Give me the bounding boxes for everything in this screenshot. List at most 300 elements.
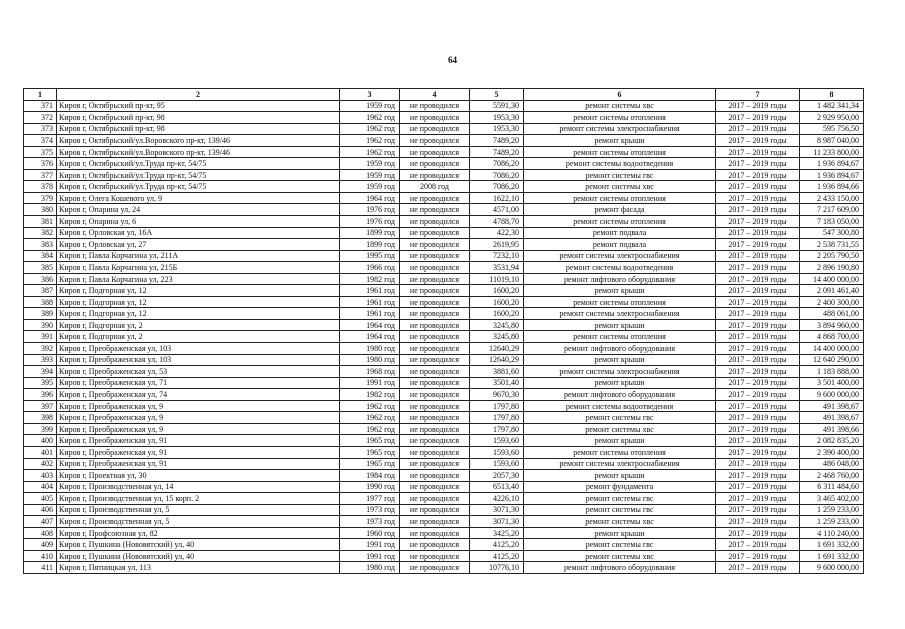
table-header-row xyxy=(24,89,864,101)
cell-row-number: 375 xyxy=(24,146,57,158)
table-row xyxy=(24,100,864,112)
cell-cost: 4 110 240,00 xyxy=(800,527,864,539)
cell-work-type: ремонт фундамента xyxy=(524,481,716,493)
cell-address: Киров г, Преображенская ул, 53 xyxy=(57,366,340,378)
cell-build-year: 1964 год xyxy=(340,331,400,343)
table-row xyxy=(24,273,864,285)
cell-row-number: 377 xyxy=(24,169,57,181)
cell-last-repair-year: не проводился xyxy=(400,227,470,239)
table-row xyxy=(24,112,864,124)
cell-build-year: 1965 год xyxy=(340,435,400,447)
cell-address: Киров г, Павла Корчагина ул, 211А xyxy=(57,250,340,262)
table-row xyxy=(24,400,864,412)
cell-address: Киров г, Производственная ул, 5 xyxy=(57,504,340,516)
cell-work-type: ремонт крыши xyxy=(524,377,716,389)
cell-address: Киров г, Павла Корчагина ул, 215Б xyxy=(57,262,340,274)
cell-row-number: 395 xyxy=(24,377,57,389)
table-row xyxy=(24,319,864,331)
column-header-cost: 8 xyxy=(800,89,864,101)
cell-address: Киров г, Преображенская ул, 9 xyxy=(57,423,340,435)
cell-work-type: ремонт системы отопления xyxy=(524,146,716,158)
cell-build-year: 1965 год xyxy=(340,458,400,470)
cell-period: 2017 – 2019 годы xyxy=(716,262,800,274)
cell-work-type: ремонт крыши xyxy=(524,354,716,366)
cell-period: 2017 – 2019 годы xyxy=(716,470,800,482)
cell-period: 2017 – 2019 годы xyxy=(716,239,800,251)
cell-row-number: 382 xyxy=(24,227,57,239)
cell-period: 2017 – 2019 годы xyxy=(716,481,800,493)
cell-build-year: 1960 год xyxy=(340,527,400,539)
cell-last-repair-year: не проводился xyxy=(400,296,470,308)
cell-build-year: 1961 год xyxy=(340,285,400,297)
cell-area: 1797,80 xyxy=(470,412,524,424)
cell-area: 3245,80 xyxy=(470,331,524,343)
cell-last-repair-year: не проводился xyxy=(400,146,470,158)
cell-cost: 1 482 341,34 xyxy=(800,100,864,112)
cell-work-type: ремонт системы электроснабжения xyxy=(524,250,716,262)
table-row xyxy=(24,516,864,528)
cell-period: 2017 – 2019 годы xyxy=(716,123,800,135)
table-row xyxy=(24,169,864,181)
cell-build-year: 1964 год xyxy=(340,192,400,204)
cell-build-year: 1991 год xyxy=(340,550,400,562)
cell-area: 1797,80 xyxy=(470,423,524,435)
page-number: 64 xyxy=(448,55,457,65)
cell-cost: 1 259 233,00 xyxy=(800,516,864,528)
cell-last-repair-year: не проводился xyxy=(400,250,470,262)
cell-address: Киров г, Пушкина (Нововятский) ул, 40 xyxy=(57,539,340,551)
cell-work-type: ремонт системы водоотведения xyxy=(524,158,716,170)
cell-period: 2017 – 2019 годы xyxy=(716,423,800,435)
cell-cost: 2 091 461,40 xyxy=(800,285,864,297)
cell-row-number: 373 xyxy=(24,123,57,135)
cell-cost: 491 398,67 xyxy=(800,412,864,424)
cell-row-number: 376 xyxy=(24,158,57,170)
cell-address: Киров г, Подгорная ул, 2 xyxy=(57,319,340,331)
cell-row-number: 405 xyxy=(24,493,57,505)
cell-cost: 3 894 960,00 xyxy=(800,319,864,331)
cell-address: Киров г, Подгорная ул, 2 xyxy=(57,331,340,343)
cell-work-type: ремонт системы электроснабжения xyxy=(524,458,716,470)
table-row xyxy=(24,204,864,216)
table-row xyxy=(24,550,864,562)
cell-row-number: 389 xyxy=(24,308,57,320)
cell-row-number: 391 xyxy=(24,331,57,343)
cell-cost: 547 300,80 xyxy=(800,227,864,239)
cell-cost: 491 398,67 xyxy=(800,400,864,412)
cell-row-number: 390 xyxy=(24,319,57,331)
cell-build-year: 1959 год xyxy=(340,169,400,181)
cell-area: 1600,20 xyxy=(470,285,524,297)
cell-work-type: ремонт системы гвс xyxy=(524,169,716,181)
cell-area: 4125,20 xyxy=(470,539,524,551)
cell-build-year: 1980 год xyxy=(340,562,400,574)
table-row xyxy=(24,562,864,574)
cell-cost: 488 061,00 xyxy=(800,308,864,320)
cell-period: 2017 – 2019 годы xyxy=(716,354,800,366)
cell-period: 2017 – 2019 годы xyxy=(716,435,800,447)
cell-work-type: ремонт системы гвс xyxy=(524,539,716,551)
cell-area: 1593,60 xyxy=(470,446,524,458)
cell-work-type: ремонт крыши xyxy=(524,470,716,482)
cell-row-number: 407 xyxy=(24,516,57,528)
cell-row-number: 403 xyxy=(24,470,57,482)
cell-address: Киров г, Орловская ул, 16А xyxy=(57,227,340,239)
column-header-work-type: 6 xyxy=(524,89,716,101)
cell-period: 2017 – 2019 годы xyxy=(716,562,800,574)
table-row xyxy=(24,216,864,228)
cell-last-repair-year: не проводился xyxy=(400,239,470,251)
cell-address: Киров г, Преображенская ул, 91 xyxy=(57,458,340,470)
cell-cost: 11 233 800,00 xyxy=(800,146,864,158)
cell-last-repair-year: не проводился xyxy=(400,319,470,331)
cell-last-repair-year: не проводился xyxy=(400,285,470,297)
cell-period: 2017 – 2019 годы xyxy=(716,192,800,204)
cell-work-type: ремонт системы водоотведения xyxy=(524,262,716,274)
cell-period: 2017 – 2019 годы xyxy=(716,112,800,124)
cell-work-type: ремонт системы гвс xyxy=(524,412,716,424)
cell-period: 2017 – 2019 годы xyxy=(716,366,800,378)
cell-cost: 9 600 000,00 xyxy=(800,562,864,574)
cell-row-number: 387 xyxy=(24,285,57,297)
cell-work-type: ремонт системы отопления xyxy=(524,296,716,308)
cell-cost: 491 398,66 xyxy=(800,423,864,435)
cell-address: Киров г, Преображенская ул, 74 xyxy=(57,389,340,401)
cell-cost: 1 936 894,66 xyxy=(800,181,864,193)
column-header-area: 5 xyxy=(470,89,524,101)
cell-cost: 6 311 484,60 xyxy=(800,481,864,493)
table-row xyxy=(24,481,864,493)
cell-period: 2017 – 2019 годы xyxy=(716,146,800,158)
cell-row-number: 384 xyxy=(24,250,57,262)
cell-last-repair-year: не проводился xyxy=(400,273,470,285)
cell-last-repair-year: не проводился xyxy=(400,435,470,447)
table-row xyxy=(24,389,864,401)
cell-cost: 2 896 190,80 xyxy=(800,262,864,274)
cell-period: 2017 – 2019 годы xyxy=(716,400,800,412)
cell-work-type: ремонт системы гвс xyxy=(524,504,716,516)
cell-last-repair-year: не проводился xyxy=(400,516,470,528)
cell-row-number: 402 xyxy=(24,458,57,470)
cell-row-number: 401 xyxy=(24,446,57,458)
table-row xyxy=(24,146,864,158)
repair-schedule-table xyxy=(23,88,864,574)
cell-last-repair-year: не проводился xyxy=(400,377,470,389)
cell-build-year: 1962 год xyxy=(340,112,400,124)
cell-address: Киров г, Павла Корчагина ул, 223 xyxy=(57,273,340,285)
cell-address: Киров г, Производственная ул, 14 xyxy=(57,481,340,493)
cell-address: Киров г, Преображенская ул, 9 xyxy=(57,400,340,412)
cell-address: Киров г, Производственная ул, 5 xyxy=(57,516,340,528)
table-row xyxy=(24,262,864,274)
cell-last-repair-year: не проводился xyxy=(400,389,470,401)
cell-address: Киров г, Преображенская ул, 103 xyxy=(57,343,340,355)
cell-row-number: 404 xyxy=(24,481,57,493)
cell-area: 1953,30 xyxy=(470,123,524,135)
cell-area: 1953,30 xyxy=(470,112,524,124)
cell-cost: 486 048,00 xyxy=(800,458,864,470)
cell-row-number: 394 xyxy=(24,366,57,378)
table-row xyxy=(24,539,864,551)
cell-area: 4571,00 xyxy=(470,204,524,216)
cell-last-repair-year: не проводился xyxy=(400,412,470,424)
cell-address: Киров г, Преображенская ул, 91 xyxy=(57,446,340,458)
cell-work-type: ремонт крыши xyxy=(524,285,716,297)
cell-address: Киров г, Октябрьский/ул.Труда пр-кт, 54/75 xyxy=(57,181,340,193)
cell-cost: 595 756,50 xyxy=(800,123,864,135)
cell-build-year: 1966 год xyxy=(340,262,400,274)
table-row xyxy=(24,435,864,447)
cell-last-repair-year: не проводился xyxy=(400,400,470,412)
cell-period: 2017 – 2019 годы xyxy=(716,446,800,458)
cell-period: 2017 – 2019 годы xyxy=(716,181,800,193)
cell-last-repair-year: не проводился xyxy=(400,446,470,458)
cell-area: 7232,10 xyxy=(470,250,524,262)
cell-period: 2017 – 2019 годы xyxy=(716,539,800,551)
cell-period: 2017 – 2019 годы xyxy=(716,100,800,112)
cell-work-type: ремонт лифтового оборудования xyxy=(524,562,716,574)
column-header-last-repair-year: 4 xyxy=(400,89,470,101)
cell-cost: 2 082 835,20 xyxy=(800,435,864,447)
table-row xyxy=(24,354,864,366)
cell-area: 4788,70 xyxy=(470,216,524,228)
cell-last-repair-year: не проводился xyxy=(400,169,470,181)
cell-period: 2017 – 2019 годы xyxy=(716,331,800,343)
cell-area: 12640,29 xyxy=(470,354,524,366)
table-row xyxy=(24,250,864,262)
cell-last-repair-year: не проводился xyxy=(400,343,470,355)
cell-address: Киров г, Преображенская ул, 9 xyxy=(57,412,340,424)
cell-period: 2017 – 2019 годы xyxy=(716,550,800,562)
cell-last-repair-year: не проводился xyxy=(400,493,470,505)
cell-area: 3071,30 xyxy=(470,516,524,528)
cell-cost: 3 465 402,00 xyxy=(800,493,864,505)
cell-address: Киров г, Пятницкая ул, 113 xyxy=(57,562,340,574)
column-header-row-number: 1 xyxy=(24,89,57,101)
cell-cost: 1 259 233,00 xyxy=(800,504,864,516)
table-row xyxy=(24,458,864,470)
cell-work-type: ремонт системы хвс xyxy=(524,550,716,562)
cell-period: 2017 – 2019 годы xyxy=(716,169,800,181)
cell-address: Киров г, Производственная ул, 15 корп. 2 xyxy=(57,493,340,505)
cell-address: Киров г, Преображенская ул, 91 xyxy=(57,435,340,447)
cell-address: Киров г, Олега Кошевого ул, 9 xyxy=(57,192,340,204)
cell-address: Киров г, Пушкина (Нововятский) ул, 40 xyxy=(57,550,340,562)
cell-last-repair-year: не проводился xyxy=(400,192,470,204)
table-row xyxy=(24,123,864,135)
cell-cost: 4 868 700,00 xyxy=(800,331,864,343)
cell-build-year: 1980 год xyxy=(340,343,400,355)
cell-row-number: 399 xyxy=(24,423,57,435)
cell-row-number: 411 xyxy=(24,562,57,574)
cell-last-repair-year: не проводился xyxy=(400,308,470,320)
cell-row-number: 372 xyxy=(24,112,57,124)
cell-period: 2017 – 2019 годы xyxy=(716,227,800,239)
table-row xyxy=(24,135,864,147)
cell-period: 2017 – 2019 годы xyxy=(716,273,800,285)
cell-address: Киров г, Октябрьский пр-кт, 98 xyxy=(57,123,340,135)
cell-address: Киров г, Подгорная ул, 12 xyxy=(57,296,340,308)
cell-build-year: 1973 год xyxy=(340,504,400,516)
table-row xyxy=(24,377,864,389)
cell-row-number: 409 xyxy=(24,539,57,551)
cell-area: 4226,10 xyxy=(470,493,524,505)
cell-row-number: 380 xyxy=(24,204,57,216)
cell-period: 2017 – 2019 годы xyxy=(716,458,800,470)
cell-area: 3881,60 xyxy=(470,366,524,378)
cell-period: 2017 – 2019 годы xyxy=(716,204,800,216)
cell-build-year: 1899 год xyxy=(340,227,400,239)
cell-build-year: 1962 год xyxy=(340,146,400,158)
cell-cost: 14 400 000,00 xyxy=(800,343,864,355)
cell-work-type: ремонт системы электроснабжения xyxy=(524,366,716,378)
table-row xyxy=(24,296,864,308)
cell-area: 7489,20 xyxy=(470,146,524,158)
cell-work-type: ремонт системы отопления xyxy=(524,112,716,124)
cell-area: 3531,94 xyxy=(470,262,524,274)
cell-work-type: ремонт системы отопления xyxy=(524,446,716,458)
cell-build-year: 1959 год xyxy=(340,158,400,170)
cell-last-repair-year: не проводился xyxy=(400,562,470,574)
cell-build-year: 1984 год xyxy=(340,470,400,482)
cell-address: Киров г, Орловская ул, 27 xyxy=(57,239,340,251)
cell-build-year: 1899 год xyxy=(340,239,400,251)
cell-build-year: 1961 год xyxy=(340,308,400,320)
cell-period: 2017 – 2019 годы xyxy=(716,216,800,228)
cell-cost: 7 183 050,00 xyxy=(800,216,864,228)
cell-last-repair-year: не проводился xyxy=(400,458,470,470)
cell-area: 1593,60 xyxy=(470,435,524,447)
cell-row-number: 386 xyxy=(24,273,57,285)
cell-period: 2017 – 2019 годы xyxy=(716,527,800,539)
cell-period: 2017 – 2019 годы xyxy=(716,319,800,331)
cell-cost: 1 691 332,00 xyxy=(800,550,864,562)
cell-area: 1797,80 xyxy=(470,400,524,412)
cell-row-number: 410 xyxy=(24,550,57,562)
cell-work-type: ремонт крыши xyxy=(524,135,716,147)
cell-build-year: 1962 год xyxy=(340,412,400,424)
cell-cost: 3 501 400,00 xyxy=(800,377,864,389)
cell-build-year: 1962 год xyxy=(340,123,400,135)
table-row xyxy=(24,158,864,170)
table-row xyxy=(24,423,864,435)
cell-build-year: 1980 год xyxy=(340,354,400,366)
cell-work-type: ремонт системы хвс xyxy=(524,100,716,112)
table-row xyxy=(24,504,864,516)
cell-address: Киров г, Октябрьский/ул.Воровского пр-кт, 139/46 xyxy=(57,146,340,158)
cell-row-number: 400 xyxy=(24,435,57,447)
cell-area: 422,30 xyxy=(470,227,524,239)
cell-work-type: ремонт системы отопления xyxy=(524,192,716,204)
cell-area: 3501,40 xyxy=(470,377,524,389)
table-row xyxy=(24,493,864,505)
cell-row-number: 385 xyxy=(24,262,57,274)
column-header-address: 2 xyxy=(57,89,340,101)
cell-work-type: ремонт лифтового оборудования xyxy=(524,389,716,401)
cell-last-repair-year: не проводился xyxy=(400,423,470,435)
cell-build-year: 1965 год xyxy=(340,446,400,458)
cell-last-repair-year: не проводился xyxy=(400,262,470,274)
cell-work-type: ремонт лифтового оборудования xyxy=(524,343,716,355)
table-row xyxy=(24,366,864,378)
cell-address: Киров г, Профсоюзная ул, 82 xyxy=(57,527,340,539)
cell-work-type: ремонт лифтового оборудования xyxy=(524,273,716,285)
cell-address: Киров г, Подгорная ул, 12 xyxy=(57,308,340,320)
cell-build-year: 1976 год xyxy=(340,204,400,216)
cell-last-repair-year: не проводился xyxy=(400,204,470,216)
cell-last-repair-year: не проводился xyxy=(400,354,470,366)
cell-work-type: ремонт системы электроснабжения xyxy=(524,308,716,320)
cell-cost: 1 691 332,00 xyxy=(800,539,864,551)
cell-work-type: ремонт системы хвс xyxy=(524,423,716,435)
cell-build-year: 1976 год xyxy=(340,216,400,228)
table-row xyxy=(24,470,864,482)
cell-period: 2017 – 2019 годы xyxy=(716,516,800,528)
cell-area: 10776,10 xyxy=(470,562,524,574)
cell-build-year: 1964 год xyxy=(340,319,400,331)
cell-work-type: ремонт системы водоотведения xyxy=(524,400,716,412)
cell-area: 7086,20 xyxy=(470,169,524,181)
cell-work-type: ремонт крыши xyxy=(524,527,716,539)
cell-row-number: 379 xyxy=(24,192,57,204)
cell-row-number: 396 xyxy=(24,389,57,401)
cell-cost: 2 929 950,00 xyxy=(800,112,864,124)
cell-address: Киров г, Преображенская ул, 103 xyxy=(57,354,340,366)
cell-build-year: 1995 год xyxy=(340,250,400,262)
table-row xyxy=(24,285,864,297)
cell-address: Киров г, Проектная ул, 30 xyxy=(57,470,340,482)
cell-row-number: 392 xyxy=(24,343,57,355)
cell-address: Киров г, Опарина ул, 24 xyxy=(57,204,340,216)
cell-row-number: 383 xyxy=(24,239,57,251)
table-row xyxy=(24,192,864,204)
cell-row-number: 406 xyxy=(24,504,57,516)
cell-period: 2017 – 2019 годы xyxy=(716,493,800,505)
cell-cost: 14 400 000,00 xyxy=(800,273,864,285)
cell-cost: 1 936 894,67 xyxy=(800,158,864,170)
cell-area: 1600,20 xyxy=(470,296,524,308)
cell-work-type: ремонт системы гвс xyxy=(524,493,716,505)
table-row xyxy=(24,331,864,343)
cell-cost: 1 183 888,00 xyxy=(800,366,864,378)
cell-last-repair-year: не проводился xyxy=(400,470,470,482)
cell-work-type: ремонт системы отопления xyxy=(524,216,716,228)
cell-address: Киров г, Октябрьский пр-кт, 95 xyxy=(57,100,340,112)
cell-build-year: 1968 год xyxy=(340,366,400,378)
table-body xyxy=(24,100,864,573)
cell-cost: 8 987 040,00 xyxy=(800,135,864,147)
cell-last-repair-year: не проводился xyxy=(400,158,470,170)
cell-build-year: 1990 год xyxy=(340,481,400,493)
cell-build-year: 1962 год xyxy=(340,135,400,147)
cell-address: Киров г, Октябрьский пр-кт, 98 xyxy=(57,112,340,124)
cell-build-year: 1973 год xyxy=(340,516,400,528)
cell-period: 2017 – 2019 годы xyxy=(716,296,800,308)
cell-last-repair-year: не проводился xyxy=(400,112,470,124)
cell-last-repair-year: не проводился xyxy=(400,504,470,516)
cell-address: Киров г, Октябрьский/ул.Труда пр-кт, 54/75 xyxy=(57,169,340,181)
cell-area: 1622,10 xyxy=(470,192,524,204)
cell-period: 2017 – 2019 годы xyxy=(716,389,800,401)
cell-build-year: 1959 год xyxy=(340,100,400,112)
cell-period: 2017 – 2019 годы xyxy=(716,377,800,389)
cell-period: 2017 – 2019 годы xyxy=(716,250,800,262)
table-row xyxy=(24,527,864,539)
cell-area: 2057,30 xyxy=(470,470,524,482)
cell-work-type: ремонт подвала xyxy=(524,239,716,251)
cell-period: 2017 – 2019 годы xyxy=(716,308,800,320)
column-header-period: 7 xyxy=(716,89,800,101)
